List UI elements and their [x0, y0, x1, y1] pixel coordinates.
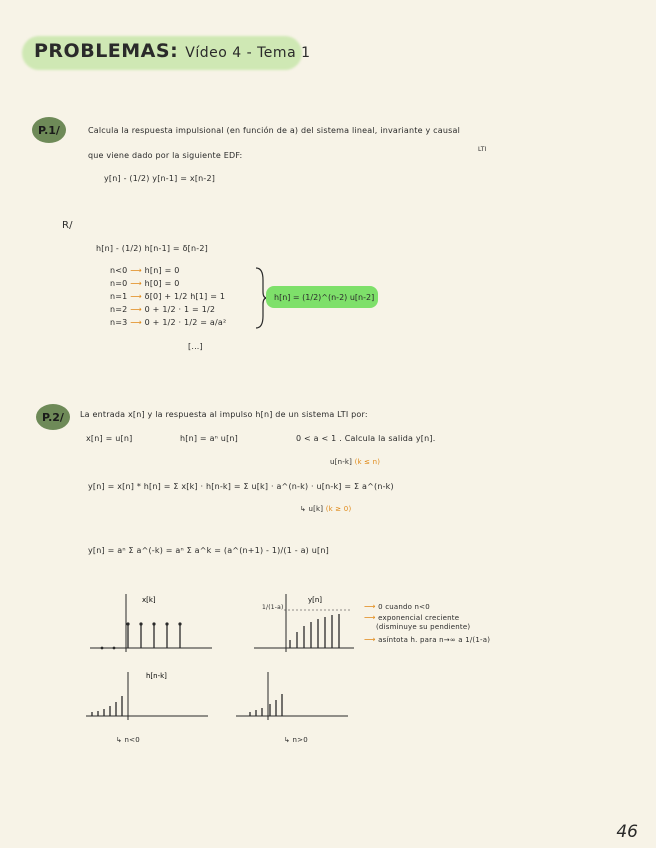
p2-result: y[n] = aⁿ Σ a^(-k) = aⁿ Σ a^k = (a^(n+1) - 1)/(1 - a) u[n] — [88, 546, 329, 555]
arrow-right-icon: ⟶ — [130, 266, 142, 275]
arrow-right-icon: ⟶ — [364, 613, 376, 622]
legend-text: exponencial creciente — [378, 614, 460, 622]
plot-legend — [364, 602, 490, 646]
legend-text: 0 cuando n<0 — [378, 603, 430, 611]
case-n: n=3 — [110, 318, 128, 327]
case-row — [110, 266, 270, 279]
plot-title: h[n-k] — [146, 672, 167, 680]
plot-y-n — [250, 590, 360, 662]
p1-result-highlight: h[n] = (1/2)^(n-2) u[n-2] — [266, 286, 378, 308]
title-subtitle: Vídeo 4 - Tema 1 — [185, 45, 311, 61]
p2-convolution: y[n] = x[n] * h[n] = Σ x[k] · h[n-k] = Σ u[k] · a^(n-k) · u[n-k] = Σ a^(n-k) — [88, 482, 394, 491]
plot-h-n-k-positive — [232, 668, 352, 724]
p2-statement-line2: 0 < a < 1 . Calcula la salida y[n]. — [296, 434, 436, 443]
p1-continuation: [...] — [188, 342, 203, 351]
plot4-note: ↳ n>0 — [284, 736, 308, 744]
note-bottom-text: ↳ u[k] — [300, 505, 324, 513]
p2-note-bottom — [300, 505, 351, 513]
asymptote-label: 1/(1-a) — [262, 604, 284, 611]
case-result: 0 + 1/2 · 1/2 = a/a² — [144, 318, 227, 327]
p1-statement-line1: Calcula la respuesta impulsional (en función de a) del sistema lineal, invariante y causal — [88, 126, 461, 135]
plot-title: y[n] — [308, 596, 323, 604]
stems — [128, 624, 180, 648]
arrow-right-icon: ⟶ — [364, 602, 376, 611]
p1-badge: P.1/ — [32, 117, 66, 143]
plot-h-n-k-negative — [82, 668, 212, 724]
p1-answer-label: R/ — [62, 220, 73, 231]
note-bottom-orange: (k ≥ 0) — [325, 505, 352, 513]
page-title — [34, 40, 311, 62]
plot-x-k — [86, 590, 216, 662]
case-row — [110, 292, 270, 305]
p2-note-top — [330, 458, 380, 466]
stems — [92, 696, 122, 716]
case-n: n=1 — [110, 292, 128, 301]
legend-item: (disminuye su pendiente) — [376, 623, 471, 631]
case-n: n=0 — [110, 279, 128, 288]
legend-item — [364, 635, 490, 646]
p2-badge: P.2/ — [36, 404, 70, 430]
legend-item — [364, 613, 490, 623]
arrow-right-icon: ⟶ — [130, 292, 142, 301]
p1-statement-line2: que viene dado por la siguiente EDF: — [88, 151, 243, 160]
p1-h-equation: h[n] - (1/2) h[n-1] = δ[n-2] — [96, 244, 208, 253]
case-n: n=2 — [110, 305, 128, 314]
plot-title: x[k] — [142, 596, 156, 604]
p2-statement-line1: La entrada x[n] y la respuesta al impulso h[n] de un sistema LTI por: — [80, 410, 368, 419]
case-result: h[0] = 0 — [144, 279, 180, 288]
arrow-right-icon: ⟶ — [364, 635, 376, 644]
case-row — [110, 305, 270, 318]
case-n: n<0 — [110, 266, 128, 275]
case-result: δ[0] + 1/2 h[1] = 1 — [144, 292, 226, 301]
plot3-note: ↳ n<0 — [116, 736, 140, 744]
p2-input: x[n] = u[n] — [86, 434, 133, 443]
p2-impulse-response: h[n] = aⁿ u[n] — [180, 434, 238, 443]
note-top-text: u[n-k] — [330, 458, 353, 466]
case-result: h[n] = 0 — [144, 266, 180, 275]
case-row — [110, 318, 270, 331]
p1-cases — [110, 266, 270, 331]
arrow-right-icon: ⟶ — [130, 305, 142, 314]
case-row — [110, 279, 270, 292]
legend-text: asíntota h. para n→∞ a 1/(1-a) — [378, 636, 491, 644]
title-main: PROBLEMAS: — [34, 40, 179, 62]
p1-lti-note: LTI — [478, 146, 487, 153]
stems — [290, 614, 339, 648]
arrow-right-icon: ⟶ — [130, 318, 142, 327]
legend-item — [364, 602, 490, 613]
arrow-right-icon: ⟶ — [130, 279, 142, 288]
p1-equation: y[n] - (1/2) y[n-1] = x[n-2] — [104, 174, 216, 183]
page-number: 46 — [616, 822, 638, 842]
stems — [250, 694, 282, 716]
case-result: 0 + 1/2 · 1 = 1/2 — [144, 305, 216, 314]
note-top-orange: (k ≤ n) — [354, 458, 381, 466]
